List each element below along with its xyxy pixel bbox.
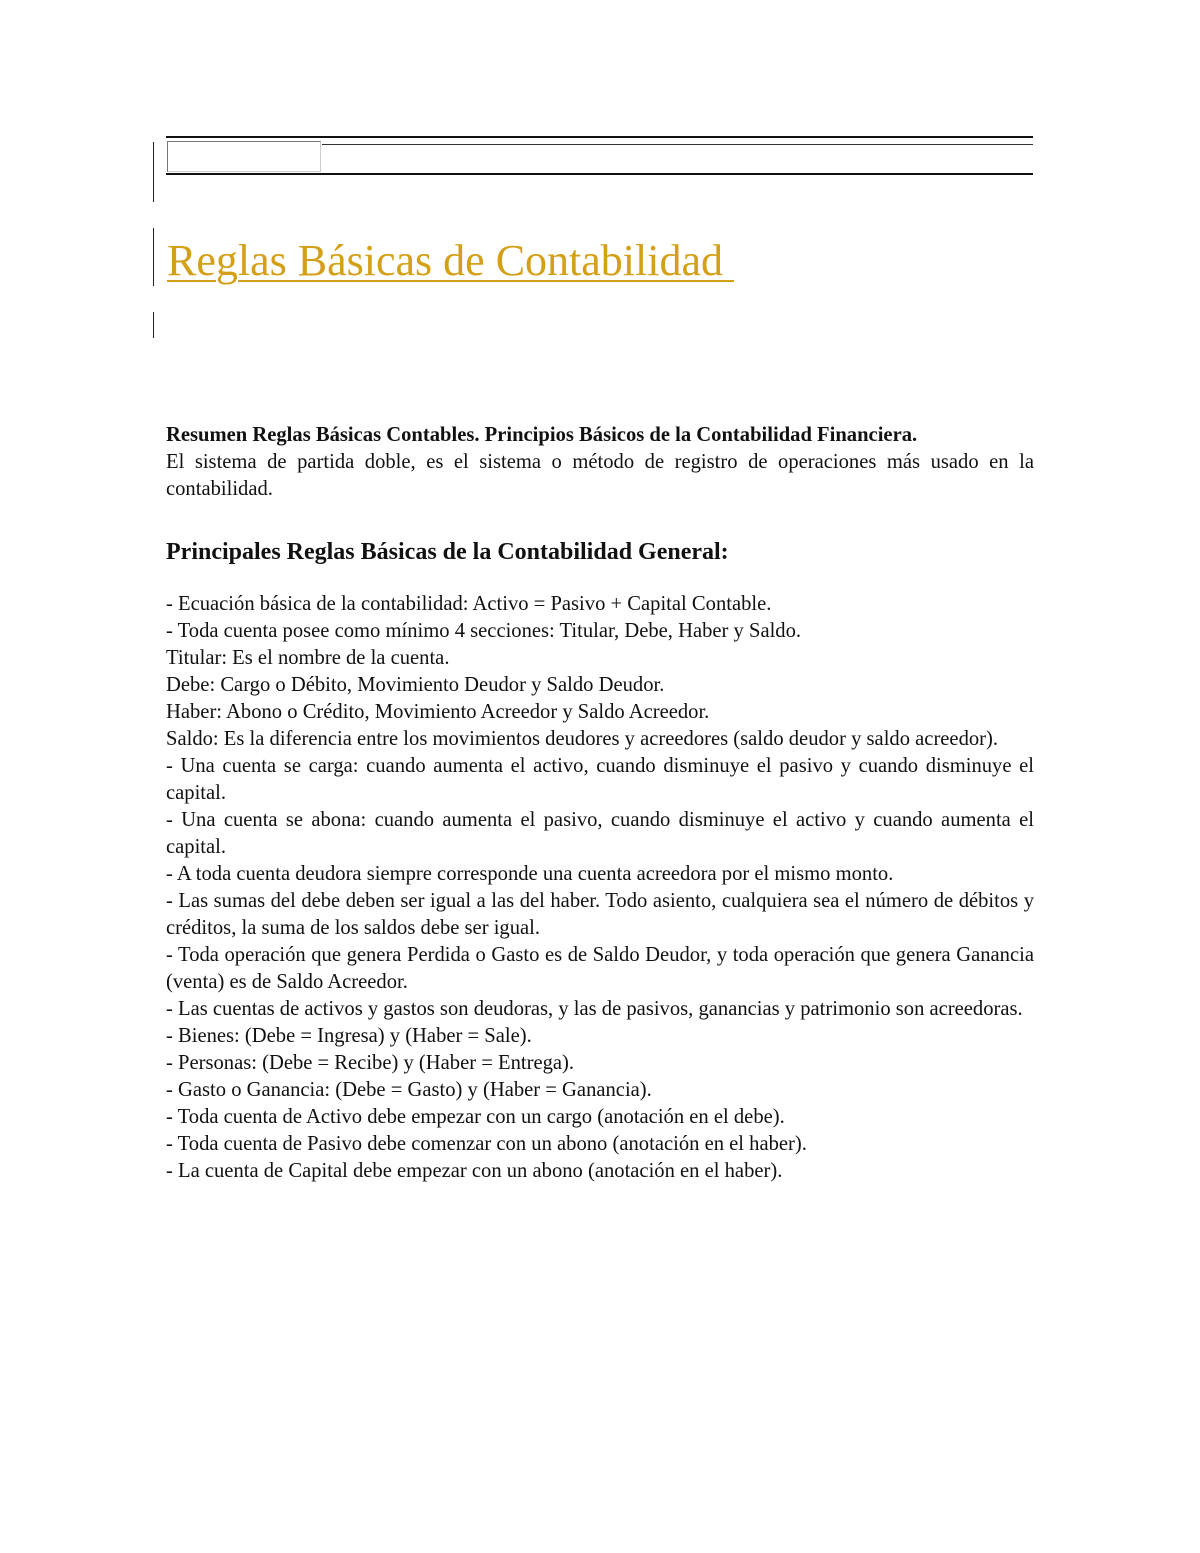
margin-bar (153, 312, 154, 338)
rule-item: - Ecuación básica de la contabilidad: Activo = Pasivo + Capital Contable. (166, 593, 772, 615)
rule-item: - A toda cuenta deudora siempre corresponde una cuenta acreedora por el mismo monto. (166, 863, 894, 885)
rule-item: Haber: Abono o Crédito, Movimiento Acreedor y Saldo Acreedor. (166, 701, 710, 723)
header-blank-box (167, 141, 321, 172)
rule-item: - La cuenta de Capital debe empezar con un abono (anotación en el haber). (166, 1160, 783, 1182)
header-top-rule (166, 136, 1033, 138)
rule-item: - Toda operación que genera Perdida o Gasto es de Saldo Deudor, y toda operación que genera Ganancia (venta) es de Saldo Acreedor. (166, 944, 1034, 993)
summary-title: Resumen Reglas Básicas Contables. Principios Básicos de la Contabilidad Financiera. (166, 424, 918, 446)
rule-item: - Personas: (Debe = Recibe) y (Haber = Entrega). (166, 1052, 575, 1074)
rules-list (166, 591, 1034, 1185)
margin-bar (153, 228, 154, 286)
margin-bar (153, 142, 154, 202)
rule-item: - Bienes: (Debe = Ingresa) y (Haber = Sale). (166, 1025, 532, 1047)
rule-item: - Gasto o Ganancia: (Debe = Gasto) y (Haber = Ganancia). (166, 1079, 652, 1101)
rule-item: - Toda cuenta de Activo debe empezar con un cargo (anotación en el debe). (166, 1106, 785, 1128)
rule-item: Saldo: Es la diferencia entre los movimientos deudores y acreedores (saldo deudor y saldo acreedor). (166, 728, 999, 750)
rule-item: - Toda cuenta posee como mínimo 4 secciones: Titular, Debe, Haber y Saldo. (166, 620, 802, 642)
page-title[interactable]: Reglas Básicas de Contabilidad (167, 236, 734, 285)
rule-item: Debe: Cargo o Débito, Movimiento Deudor y Saldo Deudor. (166, 674, 665, 696)
header-inner-rule (322, 144, 1033, 145)
summary-text: El sistema de partida doble, es el sistema o método de registro de operaciones más usado en la contabilidad. (166, 451, 1034, 500)
rule-item: Titular: Es el nombre de la cuenta. (166, 647, 450, 669)
rule-item: - Las sumas del debe deben ser igual a las del haber. Todo asiento, cualquiera sea el número de débitos y créditos, la suma de los saldos debe ser igual. (166, 890, 1034, 939)
rule-item: - Una cuenta se carga: cuando aumenta el activo, cuando disminuye el pasivo y cuando disminuye el capital. (166, 755, 1034, 804)
section-heading: Principales Reglas Básicas de la Contabilidad General: (166, 539, 729, 565)
document-body (166, 422, 1034, 1185)
rule-item: - Las cuentas de activos y gastos son deudoras, y las de pasivos, ganancias y patrimonio son acreedoras. (166, 998, 1023, 1020)
rule-item: - Una cuenta se abona: cuando aumenta el pasivo, cuando disminuye el activo y cuando aumenta el capital. (166, 809, 1034, 858)
header-bottom-rule (166, 173, 1033, 175)
rule-item: - Toda cuenta de Pasivo debe comenzar con un abono (anotación en el haber). (166, 1133, 807, 1155)
